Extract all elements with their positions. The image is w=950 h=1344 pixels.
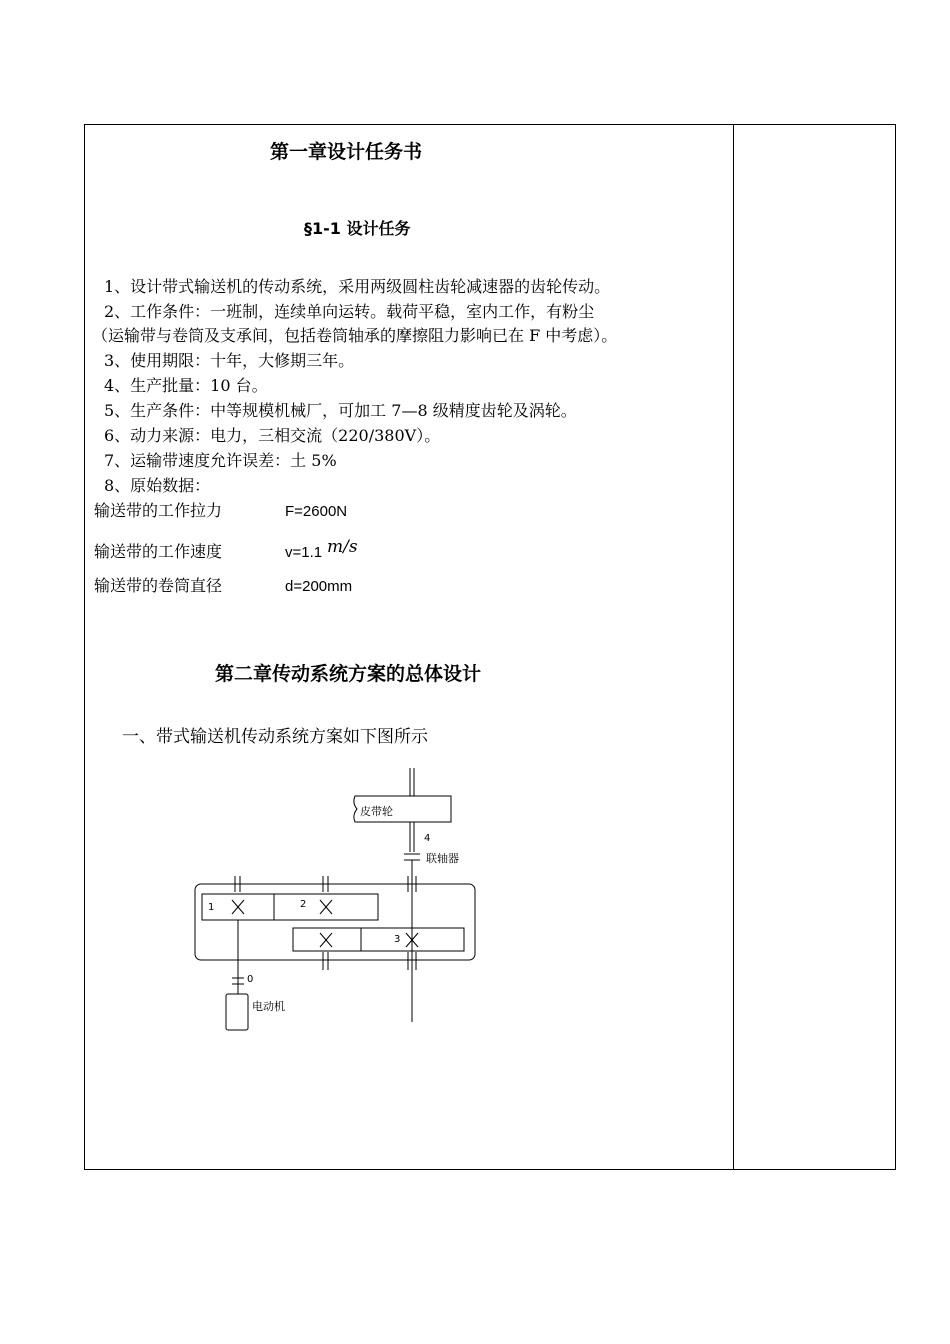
label-1: 1 [208, 902, 215, 913]
label-4: 4 [424, 833, 431, 844]
param-label-force: 输送带的工作拉力 [94, 501, 223, 520]
item-2: 2、工作条件：一班制，连续单向运转。载荷平稳，室内工作，有粉尘 [104, 302, 595, 321]
label-motor: 电动机 [252, 1000, 285, 1013]
item-7: 7、运输带速度允许误差：土 5% [104, 451, 337, 470]
chapter1-title: 第一章设计任务书 [270, 141, 423, 163]
label-2: 2 [300, 899, 307, 910]
label-0: 0 [247, 974, 254, 985]
item-6: 6、动力来源：电力，三相交流（220/380V）。 [104, 426, 441, 445]
item-4: 4、生产批量：10 台。 [104, 376, 268, 395]
motor [226, 994, 248, 1030]
section-title: §1-1 设计任务 [304, 219, 411, 238]
param-value-diameter: d=200mm [285, 578, 353, 595]
label-3: 3 [394, 934, 401, 945]
param-unit-speed: m/s [327, 537, 358, 557]
gearbox-housing [195, 884, 475, 960]
param-value-force: F=2600N [285, 503, 348, 520]
param-label-speed: 输送带的工作速度 [94, 542, 223, 561]
item-5: 5、生产条件：中等规模机械厂，可加工 7—8 级精度齿轮及涡轮。 [104, 401, 577, 420]
label-coupling: 联轴器 [426, 852, 459, 865]
chapter2-intro: 一、带式输送机传动系统方案如下图所示 [122, 727, 428, 747]
param-label-diameter: 输送带的卷筒直径 [94, 576, 223, 595]
chapter2-title: 第二章传动系统方案的总体设计 [215, 663, 482, 685]
item-1: 1、设计带式输送机的传动系统，采用两级圆柱齿轮减速器的齿轮传动。 [104, 277, 611, 296]
label-pulley: 皮带轮 [360, 805, 393, 818]
item-8: 8、原始数据： [104, 476, 211, 495]
param-value-speed: v=1.1 [285, 544, 323, 561]
item-2-cont: （运输带与卷筒及支承间，包括卷筒轴承的摩擦阻力影响已在 F 中考虑）。 [92, 326, 618, 345]
item-3: 3、使用期限：十年，大修期三年。 [104, 351, 355, 370]
transmission-diagram [190, 760, 490, 1050]
column-divider [733, 124, 734, 1170]
